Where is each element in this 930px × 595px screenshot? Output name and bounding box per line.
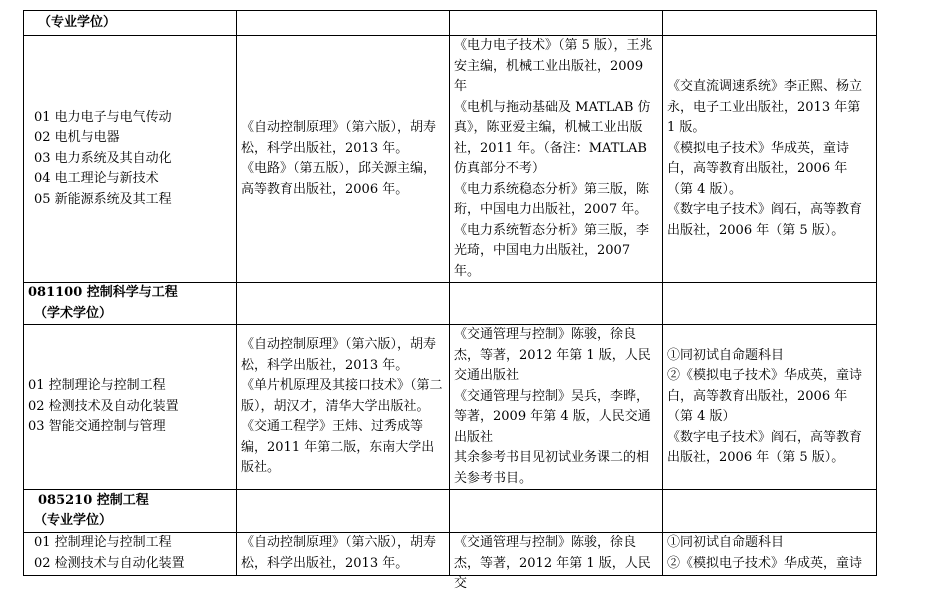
research-directions-cell — [24, 325, 237, 490]
reference-item: 《电机与拖动基础及 MATLAB 仿真》，陈亚爱主编，机械工业出版社，2011 年。（备注：MATLAB 仿真部分不考） — [454, 99, 651, 176]
reference-item: ②《模拟电子技术》华成英，童诗白，高等教育出版社，2006 年（第 4 版） — [667, 368, 863, 424]
equivalent-references-cell — [663, 533, 877, 576]
table-row — [24, 533, 877, 576]
table-row — [24, 11, 877, 36]
retest-references-cell — [450, 533, 663, 591]
program-code-cell — [24, 283, 237, 325]
reference-item: 《自动控制原理》（第六版），胡寿松，科学出版社，2013 年。 — [241, 120, 437, 156]
reference-item: 《交通工程学》王炜、过秀成等编，2011 年第二版，东南大学出版社。 — [241, 419, 435, 476]
reference-item: 《数字电子技术》阎石，高等教育出版社，2006 年（第 5 版）。 — [667, 429, 863, 465]
exam-references-cell — [237, 533, 450, 576]
empty-cell — [663, 11, 877, 36]
research-directions-cell — [24, 533, 237, 576]
reference-item: 《交通管理与控制》陈骏，徐良杰，等著，2012 年第 1 版，人民交通出版社 — [454, 327, 651, 383]
direction-item: 01 控制理论与控制工程 — [28, 378, 166, 394]
direction-item: 01 控制理论与控制工程 — [34, 535, 172, 550]
direction-item: 03 智能交通控制与管理 — [28, 419, 166, 435]
reference-item: 《交通管理与控制》陈骏，徐良杰，等著，2012 年第 1 版，人民交 — [454, 535, 651, 591]
table-row — [24, 325, 877, 490]
exam-references-cell — [237, 325, 450, 490]
reference-item: ②《模拟电子技术》华成英，童诗 — [667, 555, 863, 571]
program-degree-type: （专业学位） — [38, 14, 117, 30]
reference-item: 其余参考书目见初试业务课二的相关参考书目。 — [454, 450, 650, 486]
reference-item: 《交通管理与控制》吴兵，李晔，等著，2009 年第 4 版，人民交通出版社 — [454, 388, 651, 445]
retest-references-cell — [450, 36, 663, 283]
empty-cell — [450, 283, 663, 325]
direction-item: 02 检测技术及自动化装置 — [28, 398, 179, 414]
empty-cell — [450, 490, 663, 533]
table-row — [24, 36, 877, 283]
program-title: 085210 控制工程 — [38, 492, 149, 508]
reference-item: 《交直流调速系统》李正熙、杨立永，电子工业出版社，2013 年第 1 版。 — [667, 79, 863, 135]
equivalent-references-cell — [663, 325, 877, 490]
program-code-cell — [24, 490, 237, 533]
reference-item: 《电路》（第五版），邱关源主编，高等教育出版社，2006 年。 — [241, 161, 437, 197]
empty-cell — [237, 11, 450, 36]
reference-table — [23, 10, 877, 591]
direction-item: 05 新能源系统及其工程 — [34, 191, 172, 207]
exam-references-cell — [237, 36, 450, 283]
reference-item: 《数字电子技术》阎石，高等教育出版社，2006 年（第 5 版）。 — [667, 202, 863, 238]
table-row — [24, 490, 877, 533]
reference-item: 《自动控制原理》（第六版），胡寿松，科学出版社，2013 年。 — [241, 337, 437, 373]
direction-item: 01 电力电子与电气传动 — [34, 109, 172, 125]
reference-item: ①同初试自命题科目 — [667, 535, 785, 550]
direction-item: 02 检测技术与自动化装置 — [34, 555, 185, 571]
direction-item: 02 电机与电器 — [34, 130, 120, 146]
program-degree-type: （学术学位） — [34, 305, 113, 321]
program-title: 081100 控制科学与工程 — [28, 285, 178, 300]
reference-item: 《自动控制原理》（第六版），胡寿松，科学出版社，2013 年。 — [241, 535, 437, 571]
table-row — [24, 283, 877, 325]
equivalent-references-cell — [663, 36, 877, 283]
direction-item: 03 电力系统及其自动化 — [34, 150, 172, 166]
reference-item: 《模拟电子技术》华成英，童诗白，高等教育出版社，2006 年（第 4 版）。 — [667, 140, 850, 197]
reference-item: 《电力电子技术》（第 5 版），王兆安主编，机械工业出版社，2009 年 — [454, 38, 653, 94]
empty-cell — [237, 490, 450, 533]
retest-references-cell — [450, 325, 663, 490]
empty-cell — [450, 11, 663, 36]
research-directions-cell — [24, 36, 237, 283]
program-code-cell — [24, 11, 237, 36]
empty-cell — [663, 490, 877, 533]
direction-item: 04 电工理论与新技术 — [34, 171, 159, 187]
reference-item: ①同初试自命题科目 — [667, 347, 785, 363]
empty-cell — [663, 283, 877, 325]
program-degree-type: （专业学位） — [34, 513, 113, 528]
reference-item: 《电力系统稳态分析》第三版，陈珩，中国电力出版社，2007 年。 — [454, 181, 650, 217]
empty-cell — [237, 283, 450, 325]
reference-item: 《电力系统暂态分析》第三版，李光琦，中国电力出版社，2007 年。 — [454, 222, 650, 279]
reference-item: 《单片机原理及其接口技术》（第二版），胡汉才，清华大学出版社。 — [241, 378, 443, 414]
